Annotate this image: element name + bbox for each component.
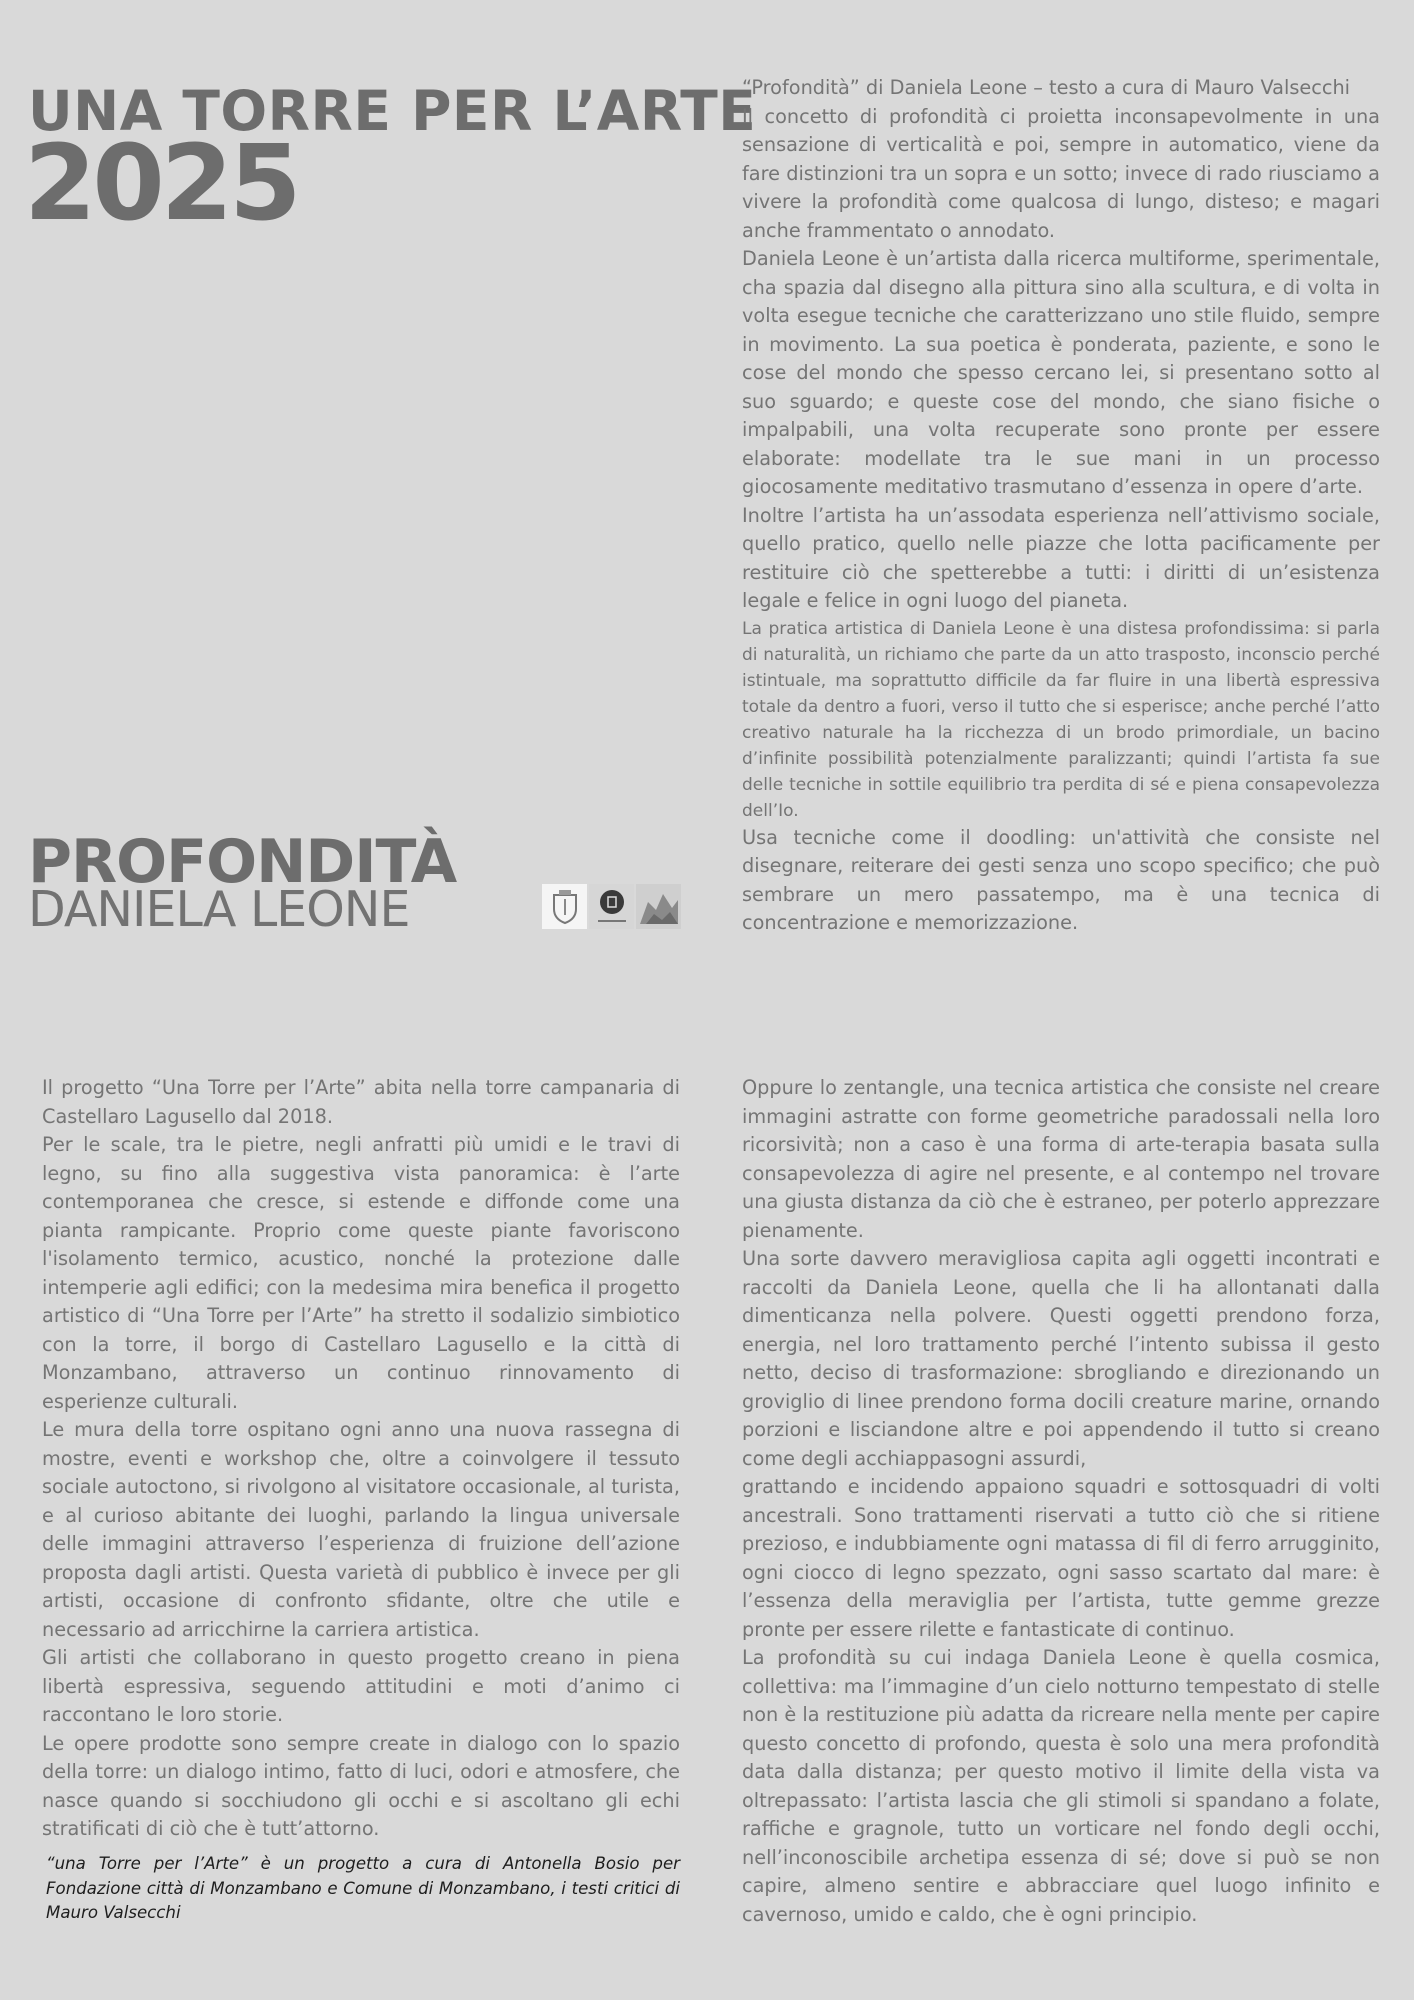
paragraph: Il concetto di profondità ci proietta inconsapevolmente in una sensazione di verticalità e poi, sempre in automatico, viene da fare distinzioni tra un sopra e un sotto; invece di rado riusciamo a vivere la profondità come qualcosa di lungo, disteso; e magari anche frammentato o annodato.: [742, 104, 1380, 242]
paragraph: Le opere prodotte sono sempre create in dialogo con lo spazio della torre: un dialogo intimo, fatto di luci, odori e atmosfere, che nasce quando si socchiudono gli occhi e si ascoltano gli echi stratificati di ciò che è tutt’attorno.: [42, 1731, 680, 1840]
project-title: UNA TORRE PER L’ARTE: [28, 79, 757, 143]
paragraph: Le mura della torre ospitano ogni anno una nuova rassegna di mostre, eventi e workshop che, oltre a coinvolgere il tessuto sociale autoctono, si rivolgono al visitatore occasionale, al turista, e al curioso abitante dei luoghi, parlando la lingua universale delle immagini attraverso l’esperienza di fruizione dell’azione proposta dagli artisti. Questa varietà di pubblico è invece per gli artisti, occasione di confronto sfidante, oltre che utile e necessario ad arricchirne la carriera artistica.: [42, 1418, 680, 1641]
fondazione-logo-icon: [589, 884, 634, 929]
project-year: 2025: [24, 122, 298, 244]
paragraph: La profondità su cui indaga Daniela Leone è quella cosmica, collettiva: ma l’immagine d’un cielo notturno tempestato di stelle non è la restituzione più adatta da ricreare nella mente per capire questo concetto di profondo, questa è solo una mera profondità data dalla distanza; per questo motivo il limite della vista va oltrepassato: l’artista lascia che gli stimoli si spandano a folate, raffiche e gragnole, tutto un vorticare nel fondo degli occhi, nell’inconoscibile archetipa essenza di sé; dove si può se non capire, almeno sentire e abbracciare quel luogo infinito e cavernoso, umido e caldo, che è ogni principio.: [742, 1646, 1380, 1926]
project-credits: “una Torre per l’Arte” è un progetto a cura di Antonella Bosio per Fondazione città di Monzambano e Comune di Monzambano, i testi critici di Mauro Valsecchi: [46, 1854, 680, 1922]
critical-text-heading: “Profondità” di Daniela Leone – testo a cura di Mauro Valsecchi: [742, 76, 1351, 99]
critical-text-column-top: [742, 74, 1380, 938]
paragraph: La pratica artistica di Daniela Leone è una distesa profondissima: si parla di naturalità, un richiamo che parte da un atto trasposto, inconscio perché istintuale, ma soprattutto difficile da far fluire in una libertà espressiva totale da dentro a fuori, verso il tutto che si esperisce; anche perché l’atto creativo naturale ha la ricchezza di un brodo primordiale, un bacino d’infinite possibilità potenzialmente paralizzanti; quindi l’artista fa sue delle tecniche in sottile equilibrio tra perdita di sé e piena consapevolezza dell’Io.: [742, 618, 1380, 821]
municipal-coat-of-arms-icon: [542, 884, 587, 929]
critical-text-column-bottom: [742, 1074, 1380, 1929]
sponsor-logos: [542, 884, 681, 929]
artwork-thumbnail-icon: [636, 884, 681, 929]
paragraph: Oppure lo zentangle, una tecnica artistica che consiste nel creare immagini astratte con forme geometriche paradossali nella loro ricorsività; non a caso è una forma di arte-terapia basata sulla consapevolezza di agire nel presente, e al contempo nel trovare una giusta distanza da ciò che è estraneo, per poterlo apprezzare pienamente.: [742, 1076, 1380, 1242]
paragraph: Il progetto “Una Torre per l’Arte” abita nella torre campanaria di Castellaro Lagusello dal 2018.: [42, 1076, 680, 1128]
paragraph: Per le scale, tra le pietre, negli anfratti più umidi e le travi di legno, su fino alla suggestiva vista panoramica: è l’arte contemporanea che cresce, si estende e diffonde come una pianta rampicante. Proprio come queste piante favoriscono l'isolamento termico, acustico, nonché la protezione dalle intemperie agli edifici; con la medesima mira benefica il progetto artistico di “Una Torre per l’Arte” ha stretto il sodalizio simbiotico con la torre, il borgo di Castellaro Lagusello e la città di Monzambano, attraverso un continuo rinnovamento di esperienze culturali.: [42, 1133, 680, 1413]
exhibition-title: PROFONDITÀ: [28, 827, 457, 897]
paragraph: Inoltre l’artista ha un’assodata esperienza nell’attivismo sociale, quello pratico, quello nelle piazze che lotta pacificamente per restituire ciò che spetterebbe a tutti: i diritti di un’esistenza legale e felice in ogni luogo del pianeta.: [742, 503, 1380, 612]
artist-name: DANIELA LEONE: [28, 881, 410, 938]
paragraph: Usa tecniche come il doodling: un'attività che consiste nel disegnare, reiterare dei gesti senza uno scopo specifico; che può sembrare un mero passatempo, ma è una tecnica di concentrazione e memorizzazione.: [742, 825, 1380, 934]
project-description-column: [42, 1074, 680, 1844]
paragraph: Una sorte davvero meravigliosa capita agli oggetti incontrati e raccolti da Daniela Leone, quella che li ha allontanati dalla dimenticanza nella polvere. Questi oggetti prendono forza, energia, nel loro trattamento perché l’intento subissa il gesto netto, deciso di trasformazione: sbrogliando e direzionando un groviglio di linee prendono forma docili creature marine, ornando porzioni e lisciandone altre e poi appendendo il tutto si creano come degli acchiappasogni assurdi,: [742, 1247, 1380, 1470]
paragraph: Gli artisti che collaborano in questo progetto creano in piena libertà espressiva, seguendo attitudini e moti d’animo ci raccontano le loro storie.: [42, 1646, 680, 1726]
paragraph: grattando e incidendo appaiono squadri e sottosquadri di volti ancestrali. Sono trattamenti riservati a tutto ciò che si ritiene prezioso, e indubbiamente ogni matassa di fil di ferro arrugginito, ogni ciocco di legno spezzato, ogni sasso scartato dal mare: è l’essenza della meraviglia per l’artista, tutte gemme grezze pronte per essere rilette e fantasticate di continuo.: [742, 1475, 1380, 1641]
paragraph: Daniela Leone è un’artista dalla ricerca multiforme, sperimentale, cha spazia dal disegno alla pittura sino alla scultura, e di volta in volta esegue tecniche che caratterizzano uno stile fluido, sempre in movimento. La sua poetica è ponderata, paziente, e sono le cose del mondo che spesso cercano lei, si presentano sotto al suo sguardo; e queste cose del mondo, che siano fisiche o impalpabili, una volta recuperate sono pronte per essere elaborate: modellate tra le sue mani in un processo giocosamente meditativo trasmutano d’essenza in opere d’arte.: [742, 247, 1380, 498]
